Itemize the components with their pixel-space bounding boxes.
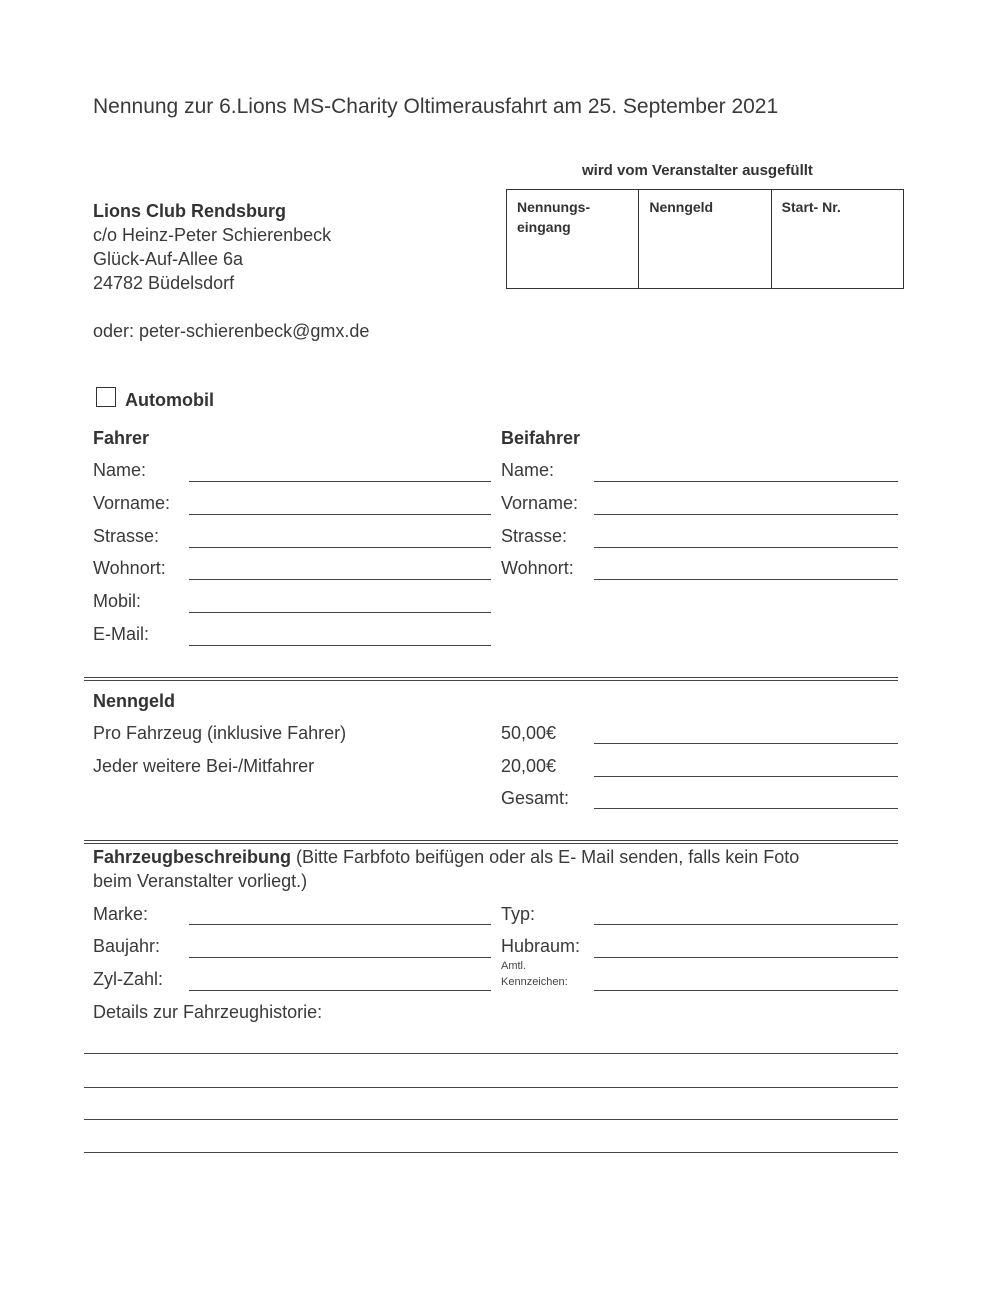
codriver-wohnort-label: Wohnort: (501, 558, 574, 578)
vehicle-kennzeichen-field[interactable] (594, 990, 898, 991)
driver-mobil-field[interactable] (189, 612, 491, 613)
automobil-checkbox[interactable] (96, 387, 116, 407)
vehicle-kennzeichen-label-1: Amtl. (501, 960, 527, 972)
organizer-cell-startnr[interactable]: Start- Nr. (781, 199, 841, 215)
driver-heading: Fahrer (93, 428, 150, 448)
vehicle-heading-note-2: beim Veranstalter vorliegt.) (93, 871, 308, 891)
vehicle-history-line-3[interactable] (84, 1119, 898, 1120)
vehicle-hubraum-label: Hubraum: (501, 936, 581, 956)
driver-email-field[interactable] (189, 645, 491, 646)
address-co: c/o Heinz-Peter Schierenbeck (93, 225, 332, 245)
section-divider (84, 840, 898, 844)
fee-row1-amount: 50,00€ (501, 723, 557, 743)
vehicle-heading-title: Fahrzeugbeschreibung (93, 847, 292, 867)
codriver-vorname-field[interactable] (594, 514, 898, 515)
fee-row2-label: Jeder weitere Bei-/Mitfahrer (93, 756, 315, 776)
address-org: Lions Club Rendsburg (93, 201, 286, 221)
codriver-strasse-label: Strasse: (501, 526, 568, 546)
address-city: 24782 Büdelsdorf (93, 273, 235, 293)
driver-strasse-field[interactable] (189, 547, 491, 548)
vehicle-hubraum-field[interactable] (594, 957, 898, 958)
vehicle-kennzeichen-label-2: Kennzeichen: (501, 976, 568, 988)
vehicle-marke-label: Marke: (93, 904, 149, 924)
vehicle-baujahr-field[interactable] (189, 957, 491, 958)
vehicle-typ-field[interactable] (594, 924, 898, 925)
fee-row2-amount: 20,00€ (501, 756, 557, 776)
driver-wohnort-label: Wohnort: (93, 558, 166, 578)
driver-strasse-label: Strasse: (93, 526, 160, 546)
codriver-vorname-label: Vorname: (501, 493, 579, 513)
fee-total-field[interactable] (594, 808, 898, 809)
codriver-name-field[interactable] (594, 481, 898, 482)
driver-name-field[interactable] (189, 481, 491, 482)
driver-email-label: E-Mail: (93, 624, 150, 644)
vehicle-zyl-field[interactable] (189, 990, 491, 991)
vehicle-heading-note: (Bitte Farbfoto beifügen oder als E- Mail senden, falls kein Foto (291, 847, 800, 867)
vehicle-heading (93, 846, 799, 868)
automobil-label: Automobil (125, 390, 214, 410)
driver-mobil-label: Mobil: (93, 591, 142, 611)
section-divider (84, 677, 898, 681)
organizer-note: wird vom Veranstalter ausgefüllt (582, 162, 813, 179)
fee-total-label: Gesamt: (501, 788, 570, 808)
organizer-table (506, 189, 904, 289)
vehicle-history-label: Details zur Fahrzeughistorie: (93, 1002, 323, 1022)
vehicle-typ-label: Typ: (501, 904, 536, 924)
vehicle-baujahr-label: Baujahr: (93, 936, 161, 956)
codriver-wohnort-field[interactable] (594, 579, 898, 580)
fee-heading: Nenngeld (93, 691, 176, 711)
driver-name-label: Name: (93, 460, 147, 480)
driver-wohnort-field[interactable] (189, 579, 491, 580)
fee-row1-field[interactable] (594, 743, 898, 744)
organizer-cell-nenngeld[interactable]: Nenngeld (639, 190, 771, 288)
address-street: Glück-Auf-Allee 6a (93, 249, 244, 269)
codriver-heading: Beifahrer (501, 428, 581, 448)
vehicle-history-line-1[interactable] (84, 1053, 898, 1054)
vehicle-history-line-4[interactable] (84, 1152, 898, 1153)
driver-vorname-label: Vorname: (93, 493, 171, 513)
codriver-name-label: Name: (501, 460, 555, 480)
vehicle-zyl-label: Zyl-Zahl: (93, 969, 164, 989)
fee-row1-label: Pro Fahrzeug (inklusive Fahrer) (93, 723, 347, 743)
vehicle-history-line-2[interactable] (84, 1087, 898, 1088)
codriver-strasse-field[interactable] (594, 547, 898, 548)
address-email: oder: peter-schierenbeck@gmx.de (93, 321, 370, 341)
vehicle-marke-field[interactable] (189, 924, 491, 925)
driver-vorname-field[interactable] (189, 514, 491, 515)
fee-row2-field[interactable] (594, 776, 898, 777)
organizer-cell-nennungseingang[interactable]: Nennungs- eingang (507, 190, 639, 288)
page-title: Nennung zur 6.Lions MS-Charity Oltimerausfahrt am 25. September 2021 (93, 95, 779, 118)
